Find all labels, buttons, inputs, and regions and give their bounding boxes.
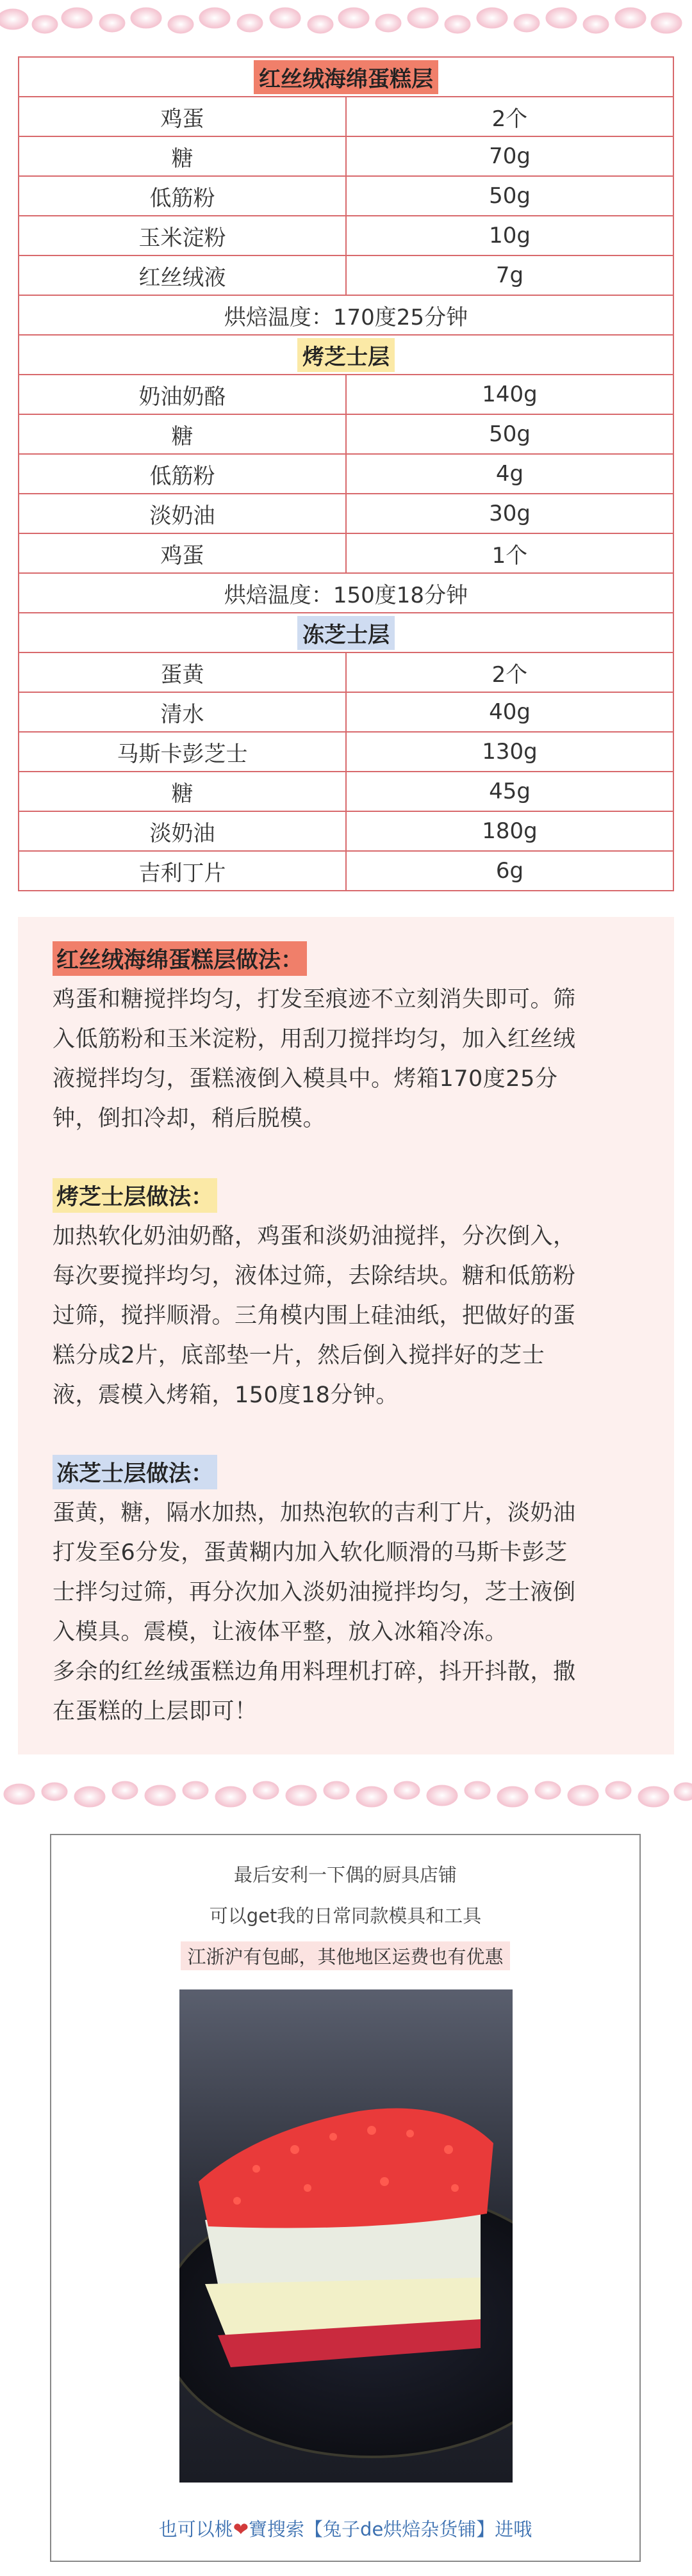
method-line: 多余的红丝绒蛋糕边角用料理机打碎，抖开抖散，撒 (53, 1659, 576, 1685)
ingredient-name: 奶油奶酪 (19, 375, 346, 414)
ingredient-name: 低筋粉 (19, 176, 346, 216)
table-row (19, 414, 673, 454)
table-row (19, 732, 673, 772)
shop-line-2: 可以get我的日常同款模具和工具 (209, 1905, 482, 1927)
ingredient-amount: 70g (346, 136, 673, 176)
table-row (19, 136, 673, 176)
table-row (19, 176, 673, 216)
section-header-row (19, 613, 673, 652)
table-row (19, 216, 673, 255)
bake-row (19, 573, 673, 613)
ingredient-name: 糖 (19, 414, 346, 454)
section-title-red-velvet: 红丝绒海绵蛋糕层 (254, 60, 438, 94)
table-row (19, 97, 673, 136)
cake-photo (179, 1989, 513, 2483)
table-row (19, 772, 673, 811)
ingredient-amount: 45g (346, 772, 673, 811)
ingredient-name: 鸡蛋 (19, 533, 346, 573)
ingredient-amount: 40g (346, 692, 673, 732)
method-line: 每次要搅拌均匀，液体过筛，去除结块。糖和低筋粉 (53, 1263, 576, 1289)
shop-promo-box (50, 1834, 641, 2562)
ingredient-amount: 2个 (346, 97, 673, 136)
method-line: 加热软化奶油奶酪，鸡蛋和淡奶油搅拌，分次倒入， (53, 1224, 576, 1249)
ingredient-name: 鸡蛋 (19, 97, 346, 136)
ingredient-amount: 10g (346, 216, 673, 255)
table-row (19, 811, 673, 851)
ingredient-table (18, 56, 674, 891)
bake-temperature: 烘焙温度：150度18分钟 (19, 573, 673, 613)
section-title-frozen-cheese: 冻芝士层 (297, 616, 395, 650)
bottom-blossom-decoration (0, 1772, 692, 1817)
table-row (19, 652, 673, 692)
ingredient-amount: 4g (346, 454, 673, 494)
ingredient-amount: 2个 (346, 652, 673, 692)
method-line: 液搅拌均匀，蛋糕液倒入模具中。烤箱170度25分 (53, 1066, 558, 1092)
method-line: 蛋黄，糖，隔水加热，加热泡软的吉利丁片，淡奶油 (53, 1500, 576, 1526)
ingredient-amount: 50g (346, 176, 673, 216)
table-row (19, 494, 673, 533)
ingredient-name: 低筋粉 (19, 454, 346, 494)
method-line: 液，震模入烤箱，150度18分钟。 (53, 1382, 399, 1408)
ingredient-amount: 180g (346, 811, 673, 851)
method-heading: 红丝绒海绵蛋糕层做法： (53, 941, 307, 976)
method-line: 鸡蛋和糖搅拌均匀，打发至痕迹不立刻消失即可。筛 (53, 987, 576, 1012)
method-line: 在蛋糕的上层即可！ (53, 1699, 258, 1724)
method-line: 入模具。震模，让液体平整，放入冰箱冷冻。 (53, 1619, 508, 1645)
ingredient-name: 玉米淀粉 (19, 216, 346, 255)
ingredient-name: 红丝绒液 (19, 255, 346, 295)
heart-icon: ❤ (233, 2518, 249, 2540)
bake-temperature: 烘焙温度：170度25分钟 (19, 295, 673, 335)
ingredient-name: 糖 (19, 136, 346, 176)
ingredient-amount: 30g (346, 494, 673, 533)
method-line: 入低筋粉和玉米淀粉，用刮刀搅拌均匀，加入红丝绒 (53, 1026, 576, 1052)
blossom-border-icon (0, 0, 692, 45)
ingredient-name: 吉利丁片 (19, 851, 346, 891)
ingredient-amount: 140g (346, 375, 673, 414)
method-heading: 烤芝士层做法： (53, 1178, 217, 1213)
section-title-baked-cheese: 烤芝士层 (297, 338, 395, 372)
method-line: 糕分成2片，底部垫一片，然后倒入搅拌好的芝士 (53, 1343, 545, 1368)
ingredient-name: 马斯卡彭芝士 (19, 732, 346, 772)
method-heading: 冻芝士层做法： (53, 1455, 217, 1489)
top-blossom-decoration (0, 0, 692, 45)
ingredient-amount: 6g (346, 851, 673, 891)
method-line: 士拌匀过筛，再分次加入淡奶油搅拌均匀，芝士液倒 (53, 1580, 576, 1605)
ingredient-amount: 1个 (346, 533, 673, 573)
ingredient-name: 淡奶油 (19, 494, 346, 533)
method-line: 过筛，搅拌顺滑。三角模内围上硅油纸，把做好的蛋 (53, 1303, 576, 1329)
ingredient-name: 淡奶油 (19, 811, 346, 851)
section-header-row (19, 335, 673, 375)
method-panel (18, 917, 674, 1754)
section-header-row (19, 57, 673, 97)
bake-row (19, 295, 673, 335)
method-section-baked-cheese (53, 1178, 655, 1415)
table-row (19, 692, 673, 732)
shop-footer-prefix: 也可以桃 (158, 2518, 233, 2540)
method-section-frozen-cheese (53, 1455, 655, 1731)
table-row (19, 851, 673, 891)
shop-shipping-note: 江浙沪有包邮，其他地区运费也有优惠 (181, 1941, 509, 1970)
ingredient-name: 糖 (19, 772, 346, 811)
method-line: 钟，倒扣冷却，稍后脱模。 (53, 1106, 326, 1131)
ingredient-amount: 7g (346, 255, 673, 295)
table-row (19, 533, 673, 573)
table-row (19, 454, 673, 494)
method-line: 打发至6分发，蛋黄糊内加入软化顺滑的马斯卡彭芝 (53, 1540, 568, 1566)
shop-footer-search: 寶搜索【兔子de烘焙杂货铺】进哦 (249, 2518, 532, 2540)
blossom-border-icon (0, 1772, 692, 1817)
table-row (19, 255, 673, 295)
method-section-red-velvet (53, 941, 655, 1138)
ingredient-amount: 130g (346, 732, 673, 772)
ingredient-amount: 50g (346, 414, 673, 454)
shop-line-1: 最后安利一下偶的厨具店铺 (233, 1864, 457, 1886)
ingredient-name: 蛋黄 (19, 652, 346, 692)
ingredient-name: 清水 (19, 692, 346, 732)
table-row (19, 375, 673, 414)
